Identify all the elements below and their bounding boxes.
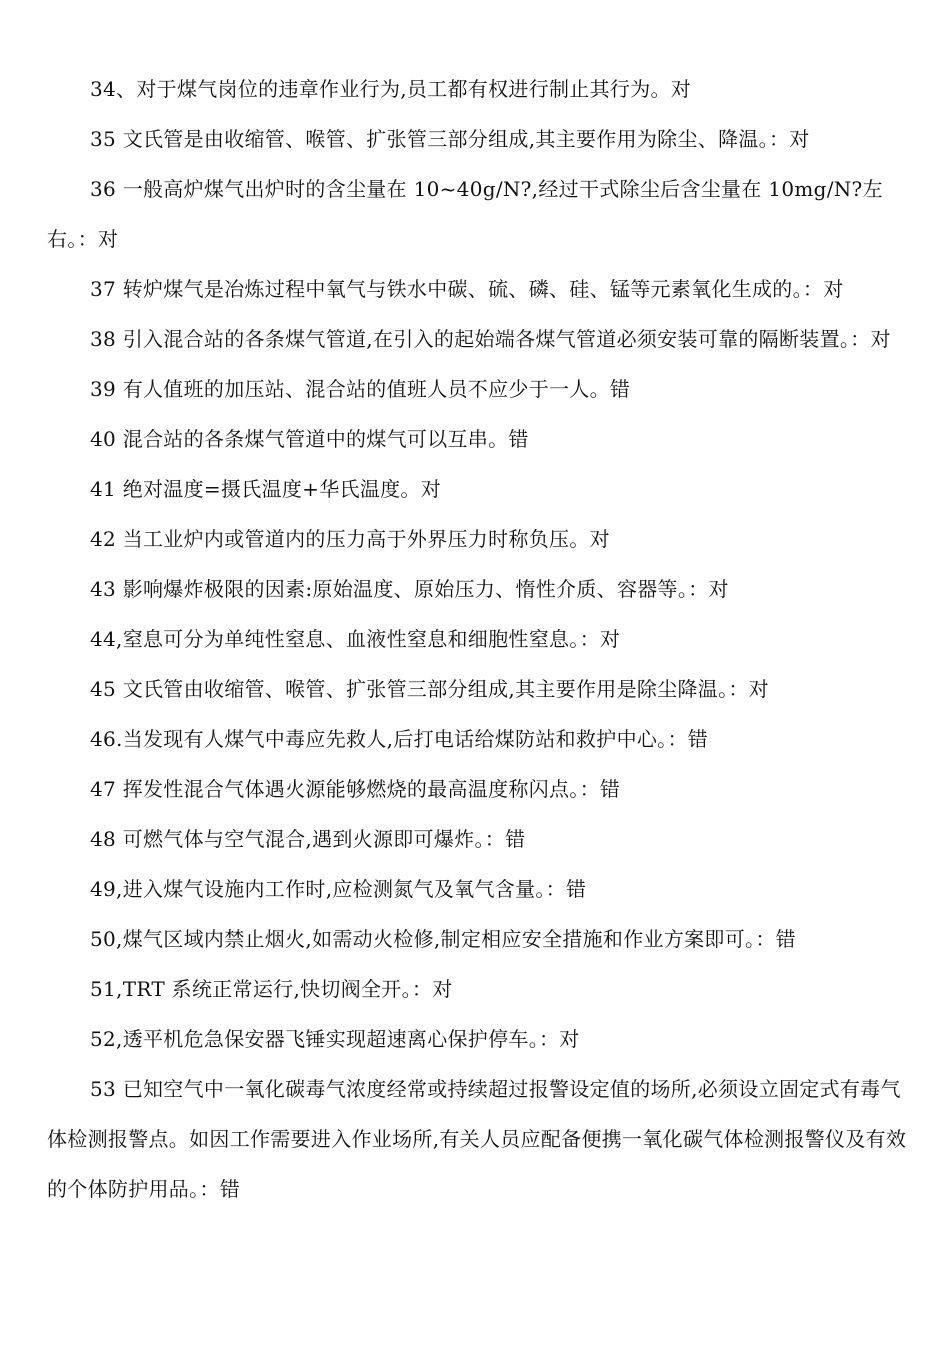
list-item: 40 混合站的各条煤气管道中的煤气可以互串。错 [90, 427, 529, 451]
list-item: 42 当工业炉内或管道内的压力高于外界压力时称负压。对 [90, 527, 610, 551]
list-item: 50,煤气区域内禁止烟火,如需动火检修,制定相应安全措施和作业方案即可。：错 [90, 927, 796, 951]
list-item: 44,窒息可分为单纯性窒息、血液性窒息和细胞性窒息。：对 [90, 627, 621, 651]
list-item: 52,透平机危急保安器飞锤实现超速离心保护停车。：对 [90, 1027, 580, 1051]
list-item: 35 文氏管是由收缩管、喉管、扩张管三部分组成,其主要作用为除尘、降温。：对 [90, 127, 810, 151]
list-item: 38 引入混合站的各条煤气管道,在引入的起始端各煤气管道必须安装可靠的隔断装置。：对 [90, 327, 891, 351]
list-item: 49,进入煤气设施内工作时,应检测氮气及氧气含量。：错 [90, 877, 587, 901]
list-item: 37 转炉煤气是冶炼过程中氧气与铁水中碳、硫、磷、硅、锰等元素氧化生成的。：对 [90, 277, 844, 301]
list-item: 48 可燃气体与空气混合,遇到火源即可爆炸。：错 [90, 827, 526, 851]
list-item: 53 已知空气中一氧化碳毒气浓度经常或持续超过报警设定值的场所,必须设立固定式有毒气体检测报警点。如因工作需要进入作业场所,有关人员应配备便携一氧化碳气体检测报警仪及有效的个体防护用品。：错 [47, 1077, 907, 1201]
list-item: 47 挥发性混合气体遇火源能够燃烧的最高温度称闪点。：错 [90, 777, 621, 801]
list-item: 39 有人值班的加压站、混合站的值班人员不应少于一人。错 [90, 377, 631, 401]
list-item: 36 一般高炉煤气出炉时的含尘量在 10~40g/N?,经过干式除尘后含尘量在 10mg/N?左右。：对 [47, 177, 883, 251]
list-item: 43 影响爆炸极限的因素:原始温度、原始压力、惰性介质、容器等。：对 [90, 577, 729, 601]
list-item: 34、对于煤气岗位的违章作业行为,员工都有权进行制止其行为。对 [90, 77, 692, 101]
list-item: 46.当发现有人煤气中毒应先救人,后打电话给煤防站和救护中心。：错 [90, 727, 709, 751]
list-item: 51,TRT 系统正常运行,快切阀全开。：对 [90, 977, 453, 1001]
list-item: 45 文氏管由收缩管、喉管、扩张管三部分组成,其主要作用是除尘降温。：对 [90, 677, 769, 701]
list-item: 41 绝对温度=摄氏温度+华氏温度。对 [90, 477, 442, 501]
